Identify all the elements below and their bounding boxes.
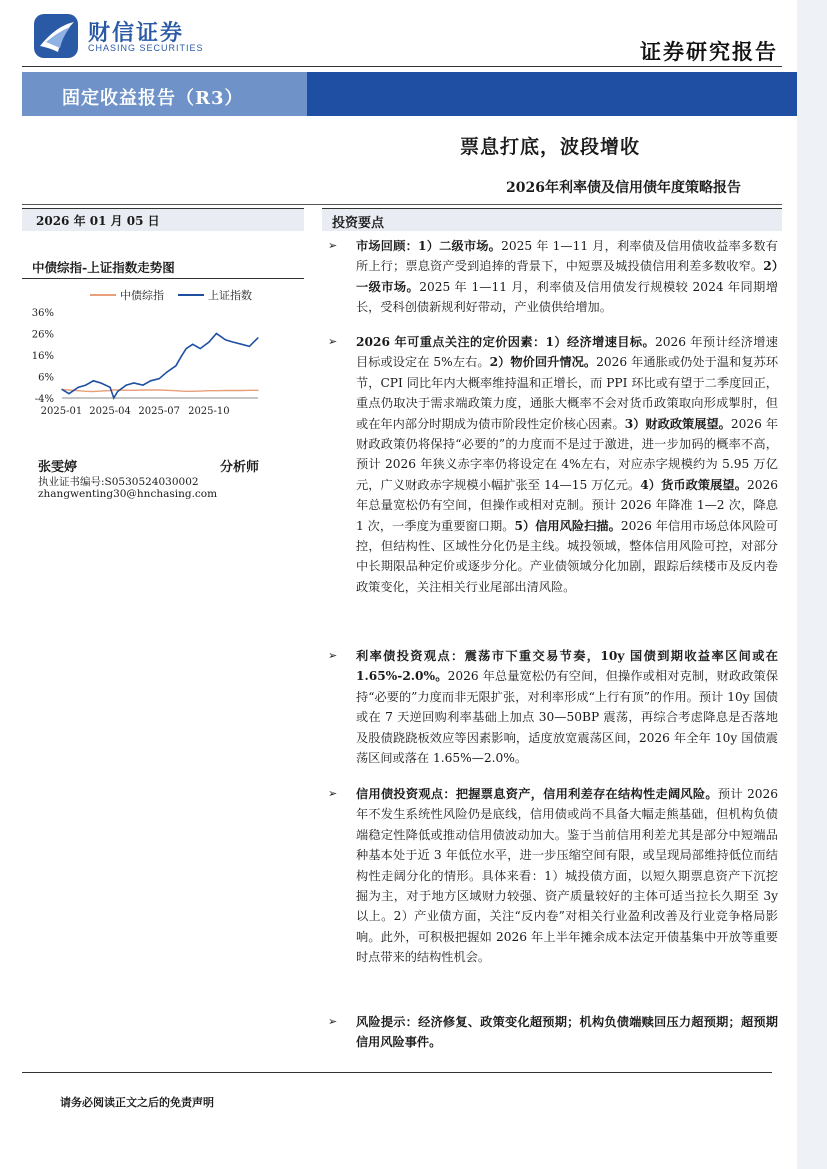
chart-title: 中债综指-上证指数走势图: [32, 260, 175, 275]
data-point: [216, 390, 217, 391]
disclaimer-note: 请务必阅读正文之后的免责声明: [60, 1096, 214, 1109]
page-side-strip: [797, 0, 827, 1169]
y-tick-label: 36%: [31, 308, 54, 319]
analyst-role: 分析师: [220, 460, 260, 475]
category-band-dark: [307, 72, 797, 116]
category-label: 固定收益报告（R3）: [62, 88, 244, 109]
y-tick-label: 6%: [38, 372, 54, 384]
x-tick-label: 2025-10: [188, 406, 230, 417]
sub-title: 2026年利率债及信用债年度策略报告: [506, 180, 741, 196]
data-point: [225, 339, 226, 340]
data-point: [175, 365, 176, 366]
data-point: [208, 342, 209, 343]
bullet-arrow-icon: ➢: [328, 649, 338, 662]
data-point: [93, 391, 94, 392]
data-point: [249, 346, 250, 347]
header-divider: [22, 66, 782, 67]
analyst-cert: 执业证书编号:S0530524030002: [38, 476, 199, 488]
data-point: [68, 389, 69, 390]
y-tick-label: 26%: [31, 329, 54, 341]
data-point: [133, 382, 134, 383]
data-point: [133, 390, 134, 391]
chart-title-rule: [22, 278, 304, 279]
data-point: [180, 391, 181, 392]
data-point: [200, 348, 201, 349]
bullet-arrow-icon: ➢: [328, 239, 338, 252]
data-point: [126, 385, 127, 386]
data-point: [257, 390, 258, 391]
y-tick-label: -4%: [34, 394, 54, 405]
footer-divider: [22, 1072, 772, 1073]
data-point: [142, 389, 143, 390]
data-point: [100, 391, 101, 392]
data-point: [208, 390, 209, 391]
section-text: 2026 年可重点关注的定价因素：1）经济增速目标。2026 年预计经济增速目标或设定在 5%左右。2）物价回升情况。2026 年通胀或仍处于温和复苏环节，CPI 同比年内大概率维持温和正增长，而 PPI 环比或有望于二季度回正，重点仍取决于需求端政策力度，通胀大概率不会对货币政策取向形成掣肘，但或在年内部分时期成为债市阶段性定价核心因素。3）财政政策展望。2026 年财政政策仍将保持“必要的”的力度而不是过于激进，进一步加码的概率不高，预计 2026 年狭义赤字率仍将设定在 4%左右，对应赤字规模约为 5.95 万亿元，广义财政赤字规模小幅扩张至 14—15 万亿元。4）货币政策展望。2026 年总量宽松仍有空间，但操作或相对克制。预计 2026 年降准 1—2 次，降息 1 次，一季度为重要窗口期。5）信用风险扫描。2026 年信用市场总体风险可控，但结构性、区域性分化仍是主线。城投领域，整体信用风险可控，对部分中长期限品种定价或逐步分化。产业债领域分化加剧，跟踪后续楼市及反内卷政策变化，关注相关行业尾部出清风险。: [356, 335, 779, 594]
analyst-name: 张雯婷: [38, 460, 78, 475]
brand-name-en: CHASING SECURITIES: [88, 43, 204, 53]
chasing-logo-icon: [32, 12, 80, 60]
x-tick-label: 2025-07: [138, 406, 180, 417]
y-tick-label: 16%: [31, 351, 54, 362]
data-point: [109, 387, 110, 388]
legend-label: 中债综指: [120, 289, 164, 302]
data-point: [150, 380, 151, 381]
bullet-arrow-icon: ➢: [328, 1015, 338, 1028]
data-point: [126, 390, 127, 391]
data-point: [117, 391, 118, 392]
section-risk-warning: [328, 1012, 778, 1053]
data-point: [142, 385, 143, 386]
section-text: 信用债投资观点：把握票息资产，信用利差存在结构性走阔风险。预计 2026 年不发生系统性风险仍是底线，信用债或尚不具备大幅走熊基础，但机构负债端稳定性降低或推动信用债波动加大。鉴于当前信用利差尤其是部分中短端品种基本处于近 3 年低位水平，进一步压缩空间有限，或呈现局部维持低位而结构性走阔分化的情形。具体来看：1）城投债方面，以短久期票息资产下沉挖掘为主，对于地方区域财力较强、资产质量较好的主体可适当拉长久期至 3y 以上。2）产业债方面，关注“反内卷”对相关行业盈利改善及行业竞争格局影响。此外，可积极把握如 2026 年上半年摊余成本法定开债基集中开放等重要时点带来的结构性机会。: [356, 787, 779, 965]
section-market-review: [328, 236, 778, 318]
title-divider: [22, 204, 782, 205]
report-type-label: 证券研究报告: [640, 39, 778, 64]
data-point: [180, 357, 181, 358]
data-point: [186, 348, 187, 349]
section-text: 市场回顾：1）二级市场。2025 年 1—11 月，利率债及信用债收益率多数有所上行；票息资产受到追捧的背景下，中短票及城投债信用利差多数收窄。2）一级市场。2025 年 1—11 月，利率债及信用债发行规模较 2024 年同期增长，受科创债新规利好带动，产业债供给增加。: [356, 239, 779, 315]
data-point: [78, 390, 79, 391]
report-date: 2026 年 01 月 05 日: [36, 214, 160, 228]
data-point: [159, 389, 160, 390]
data-point: [93, 380, 94, 381]
data-point: [241, 344, 242, 345]
data-point: [175, 390, 176, 391]
data-point: [257, 337, 258, 338]
data-point: [241, 390, 242, 391]
data-point: [159, 378, 160, 379]
section-text: 利率债投资观点：震荡市下重交易节奏，10y 国债到期收益率区间或在 1.65%-2.0%。2026 年总量宽松仍有空间，但操作或相对克制，财政政策保持“必要的”力度而非无限扩张，对利率形成“上行有顶”的作用。预计 10y 国债或在 7 天逆回购利率基础上加点 30—50BP 震荡，再综合考虑降息是否落地及股债跷跷板效应等因素影响，适度放宽震荡区间，2026 年全年 10y 国债震荡区间或落在 1.65%—2.0%。: [356, 649, 779, 766]
analyst-email: zhangwenting30@hnchasing.com: [38, 488, 218, 500]
data-point: [192, 344, 193, 345]
data-point: [216, 333, 217, 334]
data-point: [78, 387, 79, 388]
legend-label: 上证指数: [208, 289, 252, 302]
data-point: [85, 391, 86, 392]
section-credit-view: [328, 784, 778, 968]
data-point: [166, 390, 167, 391]
data-point: [186, 391, 187, 392]
bond-index-line: [62, 389, 258, 391]
data-point: [233, 342, 234, 343]
data-point: [113, 389, 114, 390]
sse-index-line: [62, 334, 258, 399]
data-point: [192, 391, 193, 392]
data-point: [233, 390, 234, 391]
data-point: [68, 393, 69, 394]
x-tick-label: 2025-04: [89, 406, 131, 417]
investment-heading: 投资要点: [332, 216, 385, 231]
data-point: [100, 382, 101, 383]
investment-heading-box: [322, 208, 782, 231]
data-point: [85, 385, 86, 386]
x-tick-label: 2025-01: [40, 406, 83, 417]
data-point: [200, 391, 201, 392]
bullet-arrow-icon: ➢: [328, 335, 338, 348]
bullet-arrow-icon: ➢: [328, 787, 338, 800]
section-rates-view: [328, 646, 778, 768]
section-text: 风险提示：经济修复、政策变化超预期；机构负债端赎回压力超预期；超预期信用风险事件。: [356, 1015, 778, 1050]
data-point: [166, 372, 167, 373]
main-title: 票息打底，波段增收: [460, 136, 641, 158]
data-point: [225, 390, 226, 391]
data-point: [113, 397, 114, 398]
brand-name-cn: 财信证券: [88, 21, 185, 46]
data-point: [150, 389, 151, 390]
index-trend-chart: [22, 282, 304, 420]
data-point: [249, 390, 250, 391]
section-pricing-factors: [328, 332, 778, 597]
data-point: [61, 389, 62, 390]
